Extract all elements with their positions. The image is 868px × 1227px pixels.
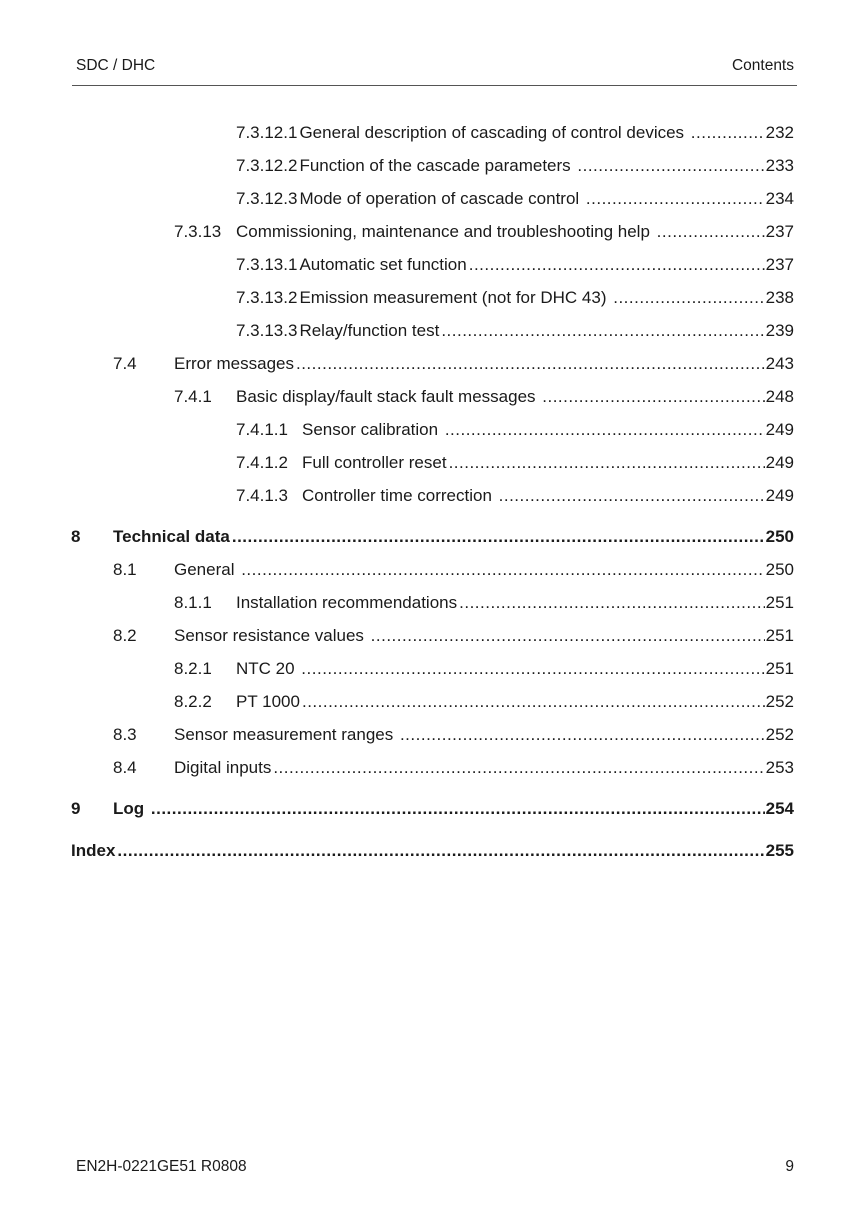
toc-entry-number: 8.2.1 bbox=[174, 659, 212, 678]
toc-entry-title: Index bbox=[71, 841, 116, 860]
toc-entry[interactable] bbox=[71, 799, 794, 823]
toc-entry-page: 251 bbox=[765, 626, 794, 645]
toc-entry[interactable] bbox=[174, 593, 794, 617]
toc-entry-page: 249 bbox=[765, 486, 794, 505]
toc-entry-number: 7.4.1.2 bbox=[236, 453, 288, 472]
toc-entry[interactable] bbox=[174, 659, 794, 683]
dot-leader bbox=[691, 123, 765, 143]
toc-entry-page: 252 bbox=[765, 692, 794, 711]
toc-entry-title: Sensor measurement ranges bbox=[174, 725, 398, 744]
dot-leader bbox=[657, 222, 765, 242]
dot-leader bbox=[302, 692, 765, 712]
toc-entry-page: 250 bbox=[765, 527, 794, 546]
toc-entry-title: Controller time correction bbox=[302, 486, 497, 505]
toc-entry-title: Digital inputs bbox=[174, 758, 272, 777]
toc-entry-page: 234 bbox=[765, 189, 794, 208]
dot-leader bbox=[586, 189, 765, 209]
toc-entry[interactable] bbox=[174, 222, 794, 246]
toc-entry-number: 7.3.13.3 bbox=[236, 321, 298, 340]
dot-leader bbox=[273, 758, 764, 778]
toc-entry-title: Installation recommendations bbox=[236, 593, 458, 612]
toc-entry-page: 233 bbox=[765, 156, 794, 175]
dot-leader bbox=[296, 354, 765, 374]
toc-entry-title: Sensor resistance values bbox=[174, 626, 369, 645]
toc-entry[interactable] bbox=[236, 453, 794, 477]
toc-entry-title: Sensor calibration bbox=[302, 420, 443, 439]
toc-entry-number: 7.3.13 bbox=[174, 222, 222, 241]
toc-entry[interactable] bbox=[71, 841, 794, 865]
toc-entry-page: 252 bbox=[765, 725, 794, 744]
toc-entry-page: 254 bbox=[765, 799, 794, 818]
toc-entry-page: 243 bbox=[765, 354, 794, 373]
toc-entry[interactable] bbox=[113, 354, 794, 378]
page-number: 9 bbox=[785, 1158, 794, 1175]
toc-entry-page: 238 bbox=[765, 288, 794, 307]
toc-entry-title: Automatic set function bbox=[299, 255, 467, 274]
toc-entry[interactable] bbox=[71, 527, 794, 551]
toc-entry-number: 7.4.1.3 bbox=[236, 486, 288, 505]
toc-entry-number: 8.1.1 bbox=[174, 593, 212, 612]
toc-entry-number: 8.2.2 bbox=[174, 692, 212, 711]
toc-entry-page: 232 bbox=[765, 123, 794, 142]
toc-entry-number: 7.4.1 bbox=[174, 387, 212, 406]
toc-entry[interactable] bbox=[113, 758, 794, 782]
toc-entry-title: Technical data bbox=[113, 527, 230, 546]
running-header-left: SDC / DHC bbox=[76, 57, 156, 74]
dot-leader bbox=[400, 725, 765, 745]
dot-leader bbox=[449, 453, 765, 473]
dot-leader bbox=[371, 626, 765, 646]
dot-leader bbox=[151, 799, 765, 819]
document-code: EN2H-0221GE51 R0808 bbox=[76, 1158, 247, 1175]
toc-entry-title: Commissioning, maintenance and troubleshooting help bbox=[236, 222, 655, 241]
dot-leader bbox=[301, 659, 764, 679]
toc-entry-number: 7.3.13.2 bbox=[236, 288, 298, 307]
toc-entry-page: 249 bbox=[765, 420, 794, 439]
dot-leader bbox=[441, 321, 764, 341]
toc-entry-page: 248 bbox=[765, 387, 794, 406]
toc-entry-title: Function of the cascade parameters bbox=[299, 156, 576, 175]
running-header-right: Contents bbox=[731, 57, 794, 74]
toc-entry-page: 237 bbox=[765, 222, 794, 241]
toc-entry-number: 8.3 bbox=[113, 725, 137, 744]
toc-entry[interactable] bbox=[174, 692, 794, 716]
toc-entry[interactable] bbox=[174, 387, 794, 411]
dot-leader bbox=[232, 527, 765, 547]
toc-entry-title: Emission measurement (not for DHC 43) bbox=[299, 288, 612, 307]
toc-entry-page: 253 bbox=[765, 758, 794, 777]
dot-leader bbox=[117, 841, 764, 861]
toc-entry-number: 8 bbox=[71, 527, 81, 546]
toc-entry-title: General bbox=[174, 560, 240, 579]
toc-entry[interactable] bbox=[113, 725, 794, 749]
toc-entry[interactable] bbox=[113, 626, 794, 650]
toc-entry-page: 251 bbox=[765, 593, 794, 612]
toc-entry-title: Relay/function test bbox=[299, 321, 440, 340]
toc-entry[interactable] bbox=[113, 560, 794, 584]
toc-entry-number: 8.1 bbox=[113, 560, 137, 579]
toc-entry[interactable] bbox=[236, 255, 794, 279]
toc-entry-number: 7.3.12.2 bbox=[236, 156, 298, 175]
toc-entry-page: 237 bbox=[765, 255, 794, 274]
toc-entry-page: 250 bbox=[765, 560, 794, 579]
toc-entry-title: Error messages bbox=[174, 354, 294, 373]
toc-entry-page: 239 bbox=[765, 321, 794, 340]
toc-entry-title: Full controller reset bbox=[302, 453, 447, 472]
toc-entry[interactable] bbox=[236, 189, 794, 213]
toc-entry-title: Mode of operation of cascade control bbox=[299, 189, 584, 208]
toc-entry[interactable] bbox=[236, 420, 794, 444]
toc-entry-page: 255 bbox=[765, 841, 794, 860]
dot-leader bbox=[577, 156, 764, 176]
toc-entry[interactable] bbox=[236, 321, 794, 345]
toc-entry-number: 7.3.13.1 bbox=[236, 255, 298, 274]
toc-entry[interactable] bbox=[236, 486, 794, 510]
dot-leader bbox=[459, 593, 765, 613]
toc-entry-title: Basic display/fault stack fault messages bbox=[236, 387, 541, 406]
toc-entry-number: 7.3.12.3 bbox=[236, 189, 298, 208]
toc-entry[interactable] bbox=[236, 123, 794, 147]
dot-leader bbox=[241, 560, 764, 580]
toc-entry-number: 8.2 bbox=[113, 626, 137, 645]
toc-entry[interactable] bbox=[236, 288, 794, 312]
dot-leader bbox=[613, 288, 764, 308]
dot-leader bbox=[542, 387, 764, 407]
toc-entry-number: 7.4.1.1 bbox=[236, 420, 288, 439]
toc-entry-number: 9 bbox=[71, 799, 81, 818]
toc-entry-number: 7.3.12.1 bbox=[236, 123, 298, 142]
toc-entry-page: 249 bbox=[765, 453, 794, 472]
toc-entry-title: NTC 20 bbox=[236, 659, 300, 678]
dot-leader bbox=[469, 255, 765, 275]
toc-entry-title: General description of cascading of control devices bbox=[299, 123, 689, 142]
toc-entry-page: 251 bbox=[765, 659, 794, 678]
toc-entry-title: Log bbox=[113, 799, 149, 818]
dot-leader bbox=[499, 486, 765, 506]
toc-entry-title: PT 1000 bbox=[236, 692, 300, 711]
dot-leader bbox=[445, 420, 765, 440]
toc-entry[interactable] bbox=[236, 156, 794, 180]
toc-entry-number: 7.4 bbox=[113, 354, 137, 373]
toc-entry-number: 8.4 bbox=[113, 758, 137, 777]
